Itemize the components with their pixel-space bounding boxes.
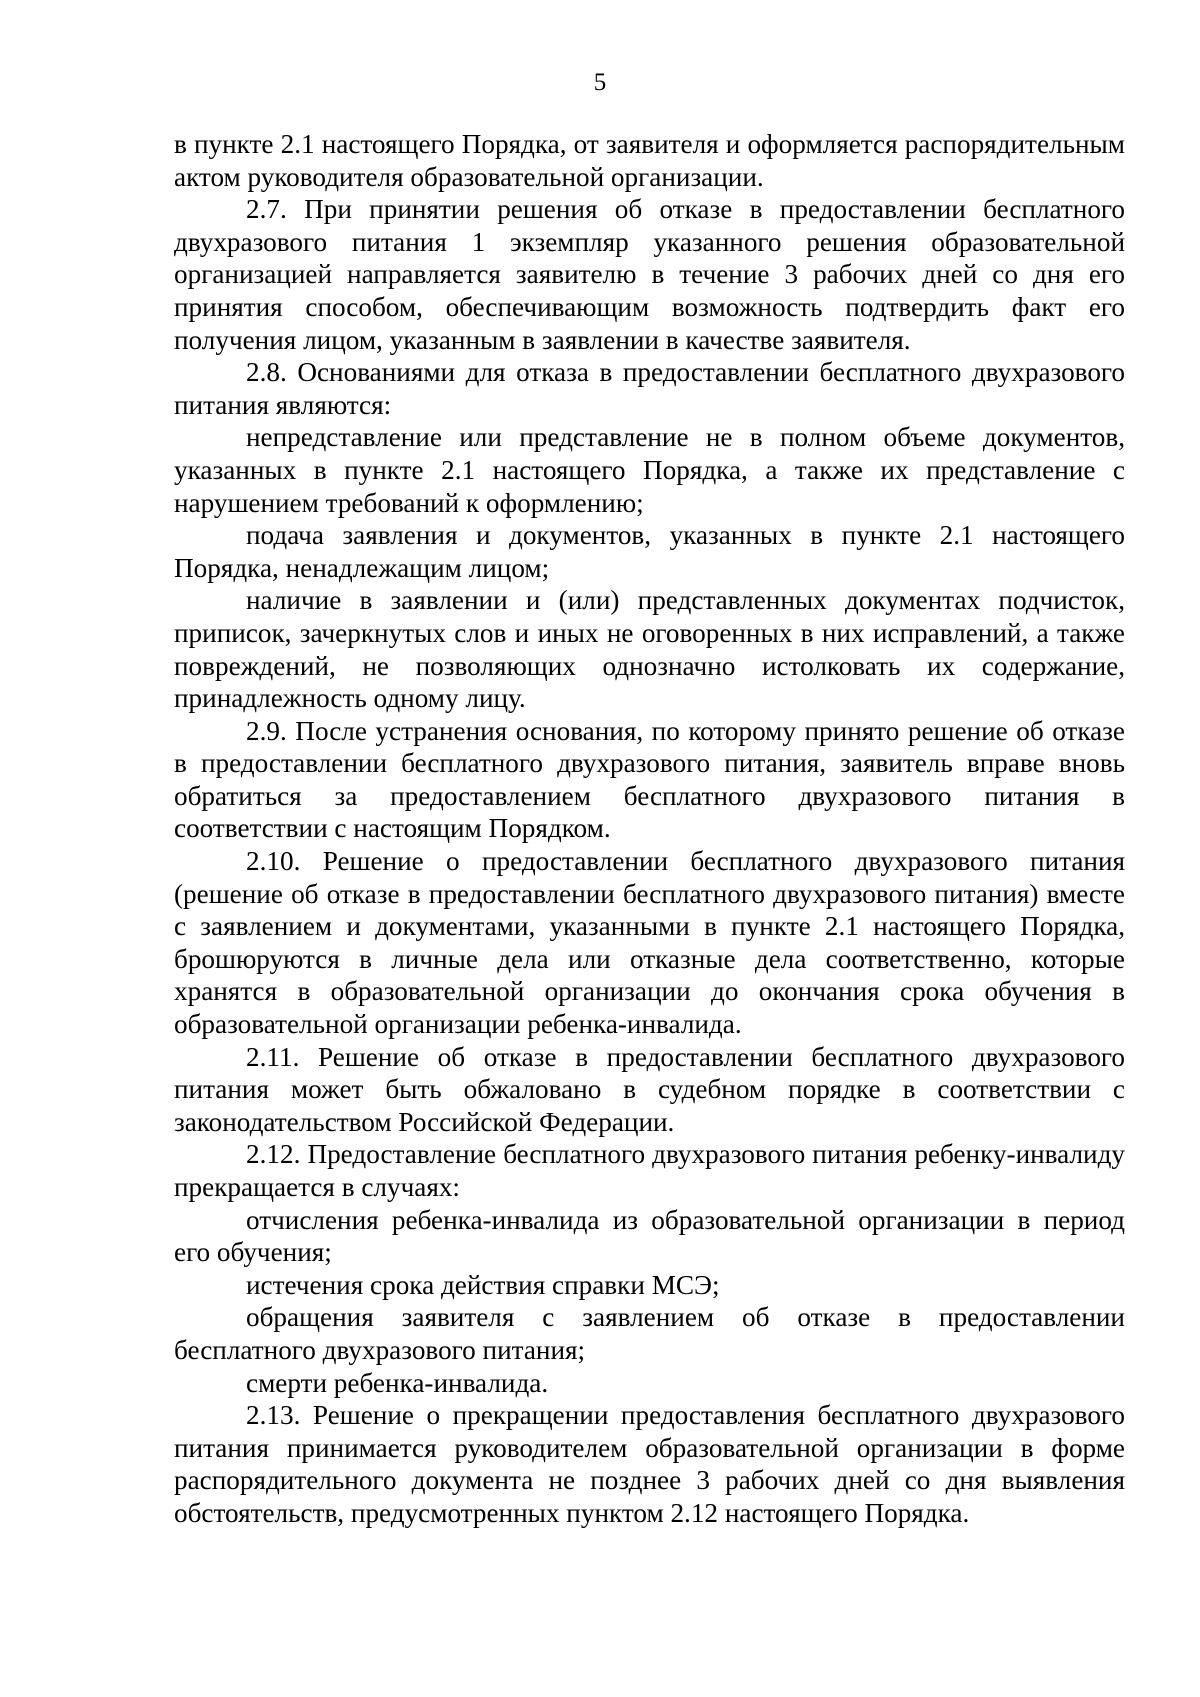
paragraph-2-8-item-2: подача заявления и документов, указанных в пункте 2.1 настоящего Порядка, ненадлежащим лицом; bbox=[174, 520, 1125, 583]
paragraph-2-8-item-1: непредставление или представление не в полном объеме документов, указанных в пункте 2.1 настоящего Порядка, а также их представление с нарушением требований к оформлению; bbox=[174, 422, 1125, 518]
paragraph-2-13: 2.13. Решение о прекращении предоставления бесплатного двухразового питания принимается руководителем образовательной организации в форме распорядительного документа не позднее 3 рабочих дней со дня выявления обстоятельств, предусмотренных пунктом 2.12 настоящего Порядка. bbox=[174, 1400, 1125, 1528]
document-body bbox=[174, 128, 1125, 1530]
paragraph-2-11: 2.11. Решение об отказе в предоставлении бесплатного двухразового питания может быть обжаловано в судебном порядке в соответствии с законодательством Российской Федерации. bbox=[174, 1041, 1125, 1137]
paragraph-2-12-item-4: смерти ребенка-инвалида. bbox=[246, 1367, 549, 1398]
paragraph-2-12-item-3: обращения заявителя с заявлением об отказе в предоставлении бесплатного двухразового питания; bbox=[174, 1302, 1125, 1365]
paragraph-2-12: 2.12. Предоставление бесплатного двухразового питания ребенку-инвалиду прекращается в случаях: bbox=[174, 1139, 1125, 1202]
page-number: 5 bbox=[593, 69, 607, 96]
paragraph-2-10: 2.10. Решение о предоставлении бесплатного двухразового питания (решение об отказе в предоставлении бесплатного двухразового питания) вместе с заявлением и документами, указанными в пункте 2.1 настоящего Порядка, брошюруются в личные дела или отказные дела соответственно, которые хранятся в образовательной организации до окончания срока обучения в образовательной организации ребенка-инвалида. bbox=[174, 846, 1125, 1040]
paragraph-2-7: 2.7. При принятии решения об отказе в предоставлении бесплатного двухразового питания 1 экземпляр указанного решения образовательной организацией направляется заявителю в течение 3 рабочих дней со дня его принятия способом, обеспечивающим возможность подтвердить факт его получения лицом, указанным в заявлении в качестве заявителя. bbox=[174, 194, 1125, 355]
paragraph-2-9: 2.9. После устранения основания, по которому принято решение об отказе в предоставлении бесплатного двухразового питания, заявитель вправе вновь обратиться за предоставлением бесплатного двухразового питания в соответствии с настоящим Порядком. bbox=[174, 715, 1125, 844]
paragraph-2-12-item-2: истечения срока действия справки МСЭ; bbox=[246, 1269, 720, 1300]
paragraph-2-8-item-3: наличие в заявлении и (или) представленных документах подчисток, приписок, зачеркнутых слов и иных не оговоренных в них исправлений, а также повреждений, не позволяющих однозначно истолковать их содержание, принадлежность одному лицу. bbox=[174, 585, 1125, 714]
paragraph-continuation: в пункте 2.1 настоящего Порядка, от заявителя и оформляется распорядительным актом руководителя образовательной организации. bbox=[174, 129, 1125, 192]
paragraph-2-12-item-1: отчисления ребенка-инвалида из образовательной организации в период его обучения; bbox=[174, 1204, 1125, 1268]
paragraph-2-8: 2.8. Основаниями для отказа в предоставлении бесплатного двухразового питания являются: bbox=[174, 357, 1125, 420]
